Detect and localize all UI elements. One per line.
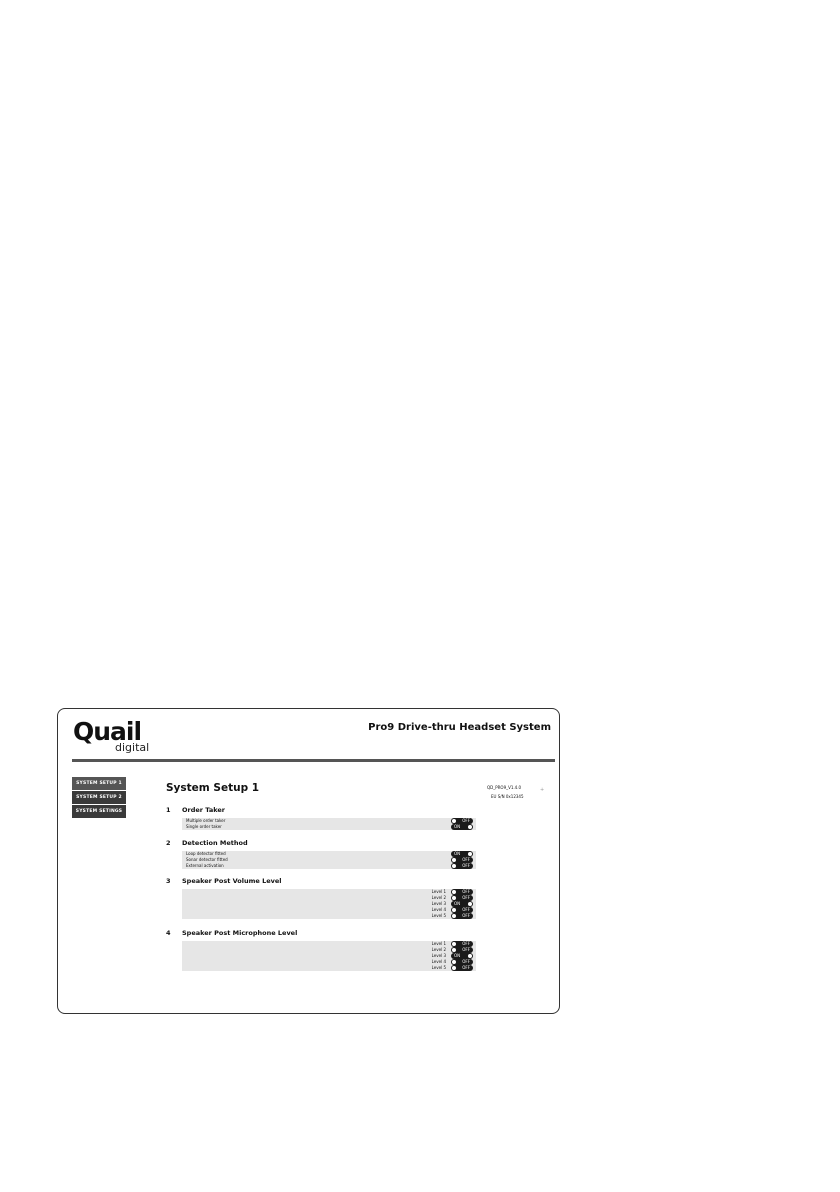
section-number: 1 (166, 806, 171, 814)
toggle-state: OFF (462, 863, 470, 868)
setting-row (182, 941, 476, 947)
setting-row (182, 889, 476, 895)
setting-label: Single order taker (186, 824, 222, 829)
toggle-switch[interactable] (451, 901, 473, 907)
section-volume-level (166, 877, 476, 918)
section-microphone-level (166, 929, 476, 970)
toggle-switch[interactable] (451, 818, 473, 824)
setting-row (182, 857, 476, 863)
toggle-state: OFF (462, 818, 470, 823)
setting-row (182, 965, 476, 971)
logo-text: Quail (73, 717, 142, 746)
setting-row (182, 959, 476, 965)
toggle-knob (468, 902, 472, 906)
toggle-knob (452, 948, 456, 952)
toggle-switch[interactable] (451, 959, 473, 965)
toggle-state: OFF (462, 889, 470, 894)
toggle-switch[interactable] (451, 965, 473, 971)
toggle-state: ON (454, 901, 461, 906)
setting-label: Level 3 (431, 901, 446, 906)
serial-number: EU S/N 0x12345 (491, 794, 524, 799)
setting-label: Multiple order taker (186, 818, 226, 823)
toggle-knob (452, 890, 456, 894)
setting-row (182, 901, 476, 907)
setting-row (182, 851, 476, 857)
toggle-state: OFF (462, 965, 470, 970)
toggle-knob (452, 966, 456, 970)
toggle-state: OFF (462, 907, 470, 912)
toggle-knob (452, 858, 456, 862)
nav-system-setup-1[interactable]: SYSTEM SETUP 1 (72, 777, 126, 790)
toggle-knob (452, 942, 456, 946)
toggle-state: OFF (462, 947, 470, 952)
page-title: System Setup 1 (166, 782, 260, 794)
setting-label: Level 2 (431, 895, 446, 900)
setting-row (182, 953, 476, 959)
setting-label: Level 1 (431, 889, 446, 894)
toggle-switch[interactable] (451, 947, 473, 953)
setting-label: Level 5 (431, 913, 446, 918)
toggle-knob (468, 954, 472, 958)
section-title: Detection Method (182, 839, 248, 847)
header-divider (72, 759, 555, 762)
setting-label: Level 4 (431, 907, 446, 912)
setting-row (182, 895, 476, 901)
section-detection-method (166, 839, 476, 868)
setting-label: Level 5 (431, 965, 446, 970)
toggle-switch[interactable] (451, 824, 473, 830)
toggle-knob (452, 896, 456, 900)
toggle-switch[interactable] (451, 889, 473, 895)
section-order-taker (166, 806, 476, 829)
setting-row (182, 907, 476, 913)
toggle-switch[interactable] (451, 913, 473, 919)
setting-row (182, 818, 476, 824)
nav-system-settings[interactable]: SYSTEM SETINGS (72, 805, 126, 818)
marker: + (540, 787, 545, 793)
setting-label: Level 4 (431, 959, 446, 964)
nav-system-setup-2[interactable]: SYSTEM SETUP 2 (72, 791, 126, 804)
version-info (487, 783, 524, 801)
section-number: 4 (166, 929, 171, 937)
setting-label: External activation (186, 863, 224, 868)
section-title: Speaker Post Microphone Level (182, 929, 298, 937)
setting-row (182, 913, 476, 919)
toggle-switch[interactable] (451, 953, 473, 959)
toggle-switch[interactable] (451, 907, 473, 913)
toggle-state: ON (454, 851, 461, 856)
toggle-switch[interactable] (451, 895, 473, 901)
toggle-switch[interactable] (451, 857, 473, 863)
toggle-knob (468, 852, 472, 856)
setting-row (182, 824, 476, 830)
section-title: Speaker Post Volume Level (182, 877, 282, 885)
toggle-switch[interactable] (451, 941, 473, 947)
setting-label: Level 3 (431, 953, 446, 958)
section-number: 2 (166, 839, 171, 847)
toggle-knob (468, 825, 472, 829)
toggle-state: OFF (462, 941, 470, 946)
toggle-state: OFF (462, 857, 470, 862)
section-title: Order Taker (182, 806, 226, 814)
toggle-state: ON (454, 824, 461, 829)
toggle-switch[interactable] (451, 863, 473, 869)
toggle-state: ON (454, 953, 461, 958)
toggle-knob (452, 908, 456, 912)
toggle-state: OFF (462, 959, 470, 964)
product-title: Pro9 Drive-thru Headset System (368, 722, 551, 733)
section-number: 3 (166, 877, 171, 885)
setting-label: Sonar detector fitted (186, 857, 228, 862)
toggle-knob (452, 819, 456, 823)
toggle-switch[interactable] (451, 851, 473, 857)
setting-label: Level 1 (431, 941, 446, 946)
toggle-state: OFF (462, 895, 470, 900)
setting-row (182, 947, 476, 953)
setting-row (182, 863, 476, 869)
logo-sub: digital (115, 741, 150, 754)
sidebar-nav (72, 777, 126, 819)
setting-label: Level 2 (431, 947, 446, 952)
quail-logo (73, 717, 150, 754)
toggle-state: OFF (462, 913, 470, 918)
setting-label: Loop detector fitted (186, 851, 226, 856)
toggle-knob (452, 960, 456, 964)
toggle-knob (452, 914, 456, 918)
firmware-version: QD_PRO9_V1.4.0 (487, 785, 522, 790)
app-window (57, 708, 560, 1014)
toggle-knob (452, 864, 456, 868)
